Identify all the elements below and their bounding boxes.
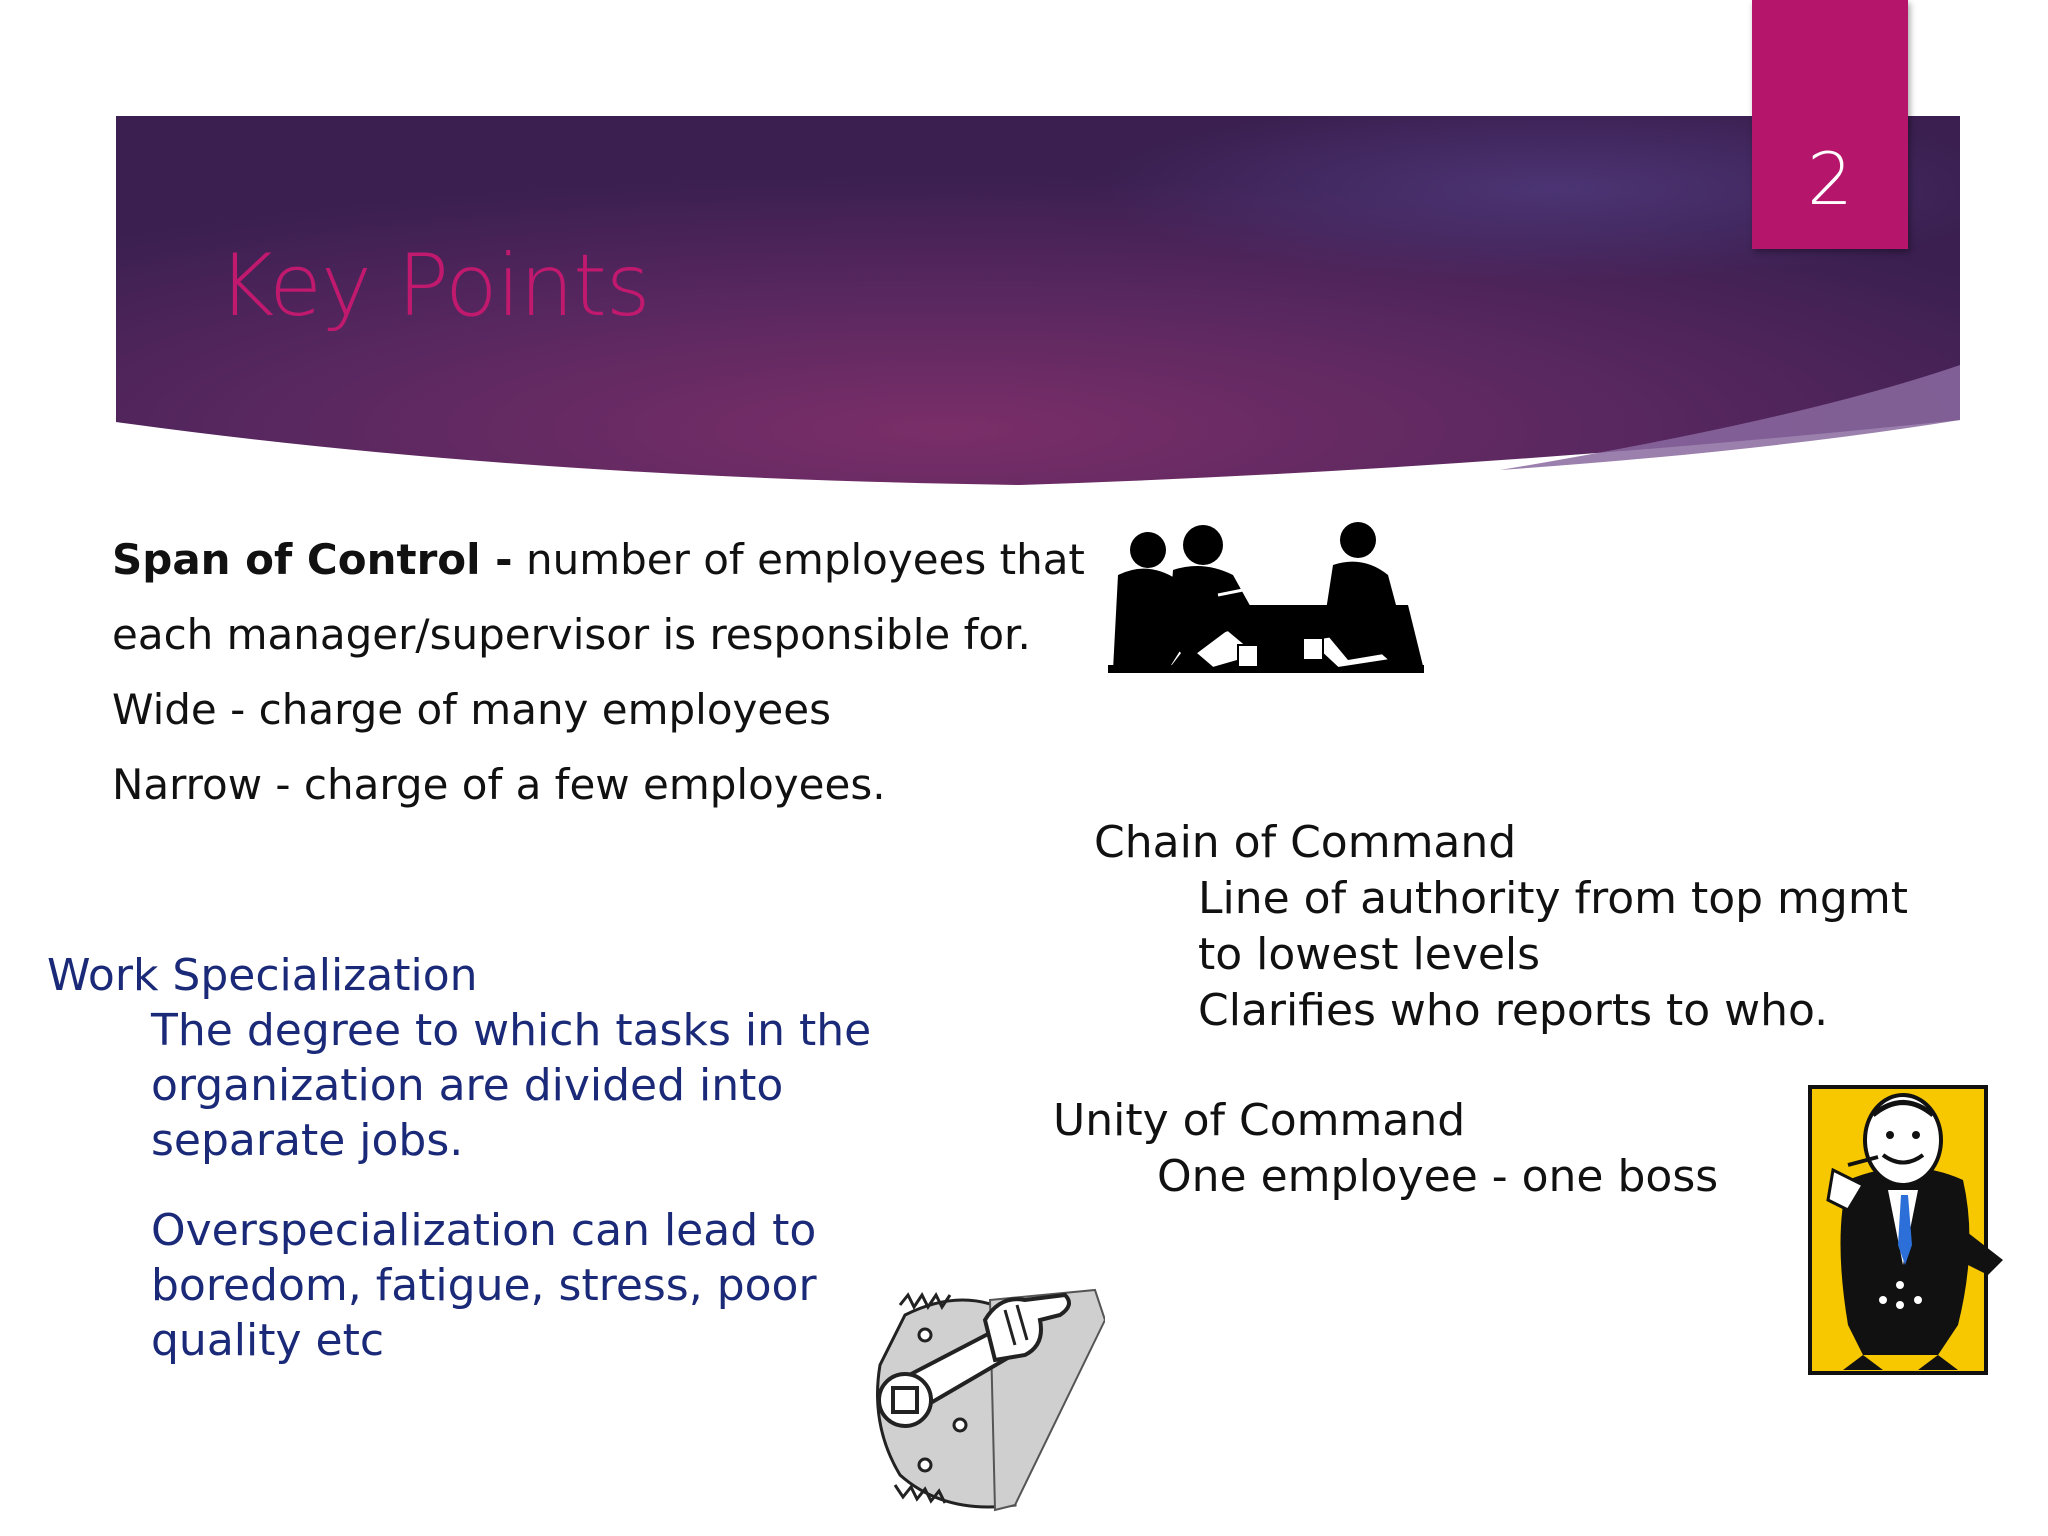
span-narrow: Narrow - charge of a few employees. — [112, 760, 886, 809]
work-line-2: organization are divided into — [151, 1060, 784, 1111]
meeting-clipart-icon — [1108, 520, 1424, 680]
boss-clipart-icon — [1808, 1085, 2004, 1375]
work-line-5: boredom, fatigue, stress, poor — [151, 1260, 817, 1311]
span-line-1 — [112, 522, 1085, 597]
chain-of-command-block — [1094, 815, 1908, 1039]
work-line-4: Overspecialization can lead to — [151, 1205, 817, 1256]
work-line-3: separate jobs. — [151, 1115, 464, 1166]
span-line-2: each manager/supervisor is responsible for. — [112, 610, 1031, 659]
span-definition: number of employees that — [512, 535, 1085, 584]
span-of-control-block — [112, 522, 1085, 822]
chain-line-2: to lowest levels — [1198, 929, 1541, 980]
span-wide: Wide - charge of many employees — [112, 685, 831, 734]
work-heading: Work Specialization — [47, 950, 478, 1001]
work-line-1: The degree to which tasks in the — [151, 1005, 872, 1056]
unity-of-command-block — [1053, 1093, 1718, 1205]
span-term: Span of Control - — [112, 535, 513, 584]
slide-title: Key Points — [218, 236, 650, 336]
page-number: 2 — [1807, 137, 1853, 221]
work-specialization-block — [47, 948, 871, 1368]
chain-line-1: Line of authority from top mgmt — [1198, 873, 1908, 924]
unity-heading: Unity of Command — [1053, 1095, 1466, 1146]
page-number-tab — [1752, 0, 1908, 249]
unity-line-1: One employee - one boss — [1157, 1151, 1719, 1202]
chain-line-3: Clarifies who reports to who. — [1198, 985, 1829, 1036]
chain-heading: Chain of Command — [1094, 817, 1517, 868]
work-line-6: quality etc — [151, 1315, 385, 1366]
gear-wrench-clipart-icon — [865, 1275, 1105, 1515]
